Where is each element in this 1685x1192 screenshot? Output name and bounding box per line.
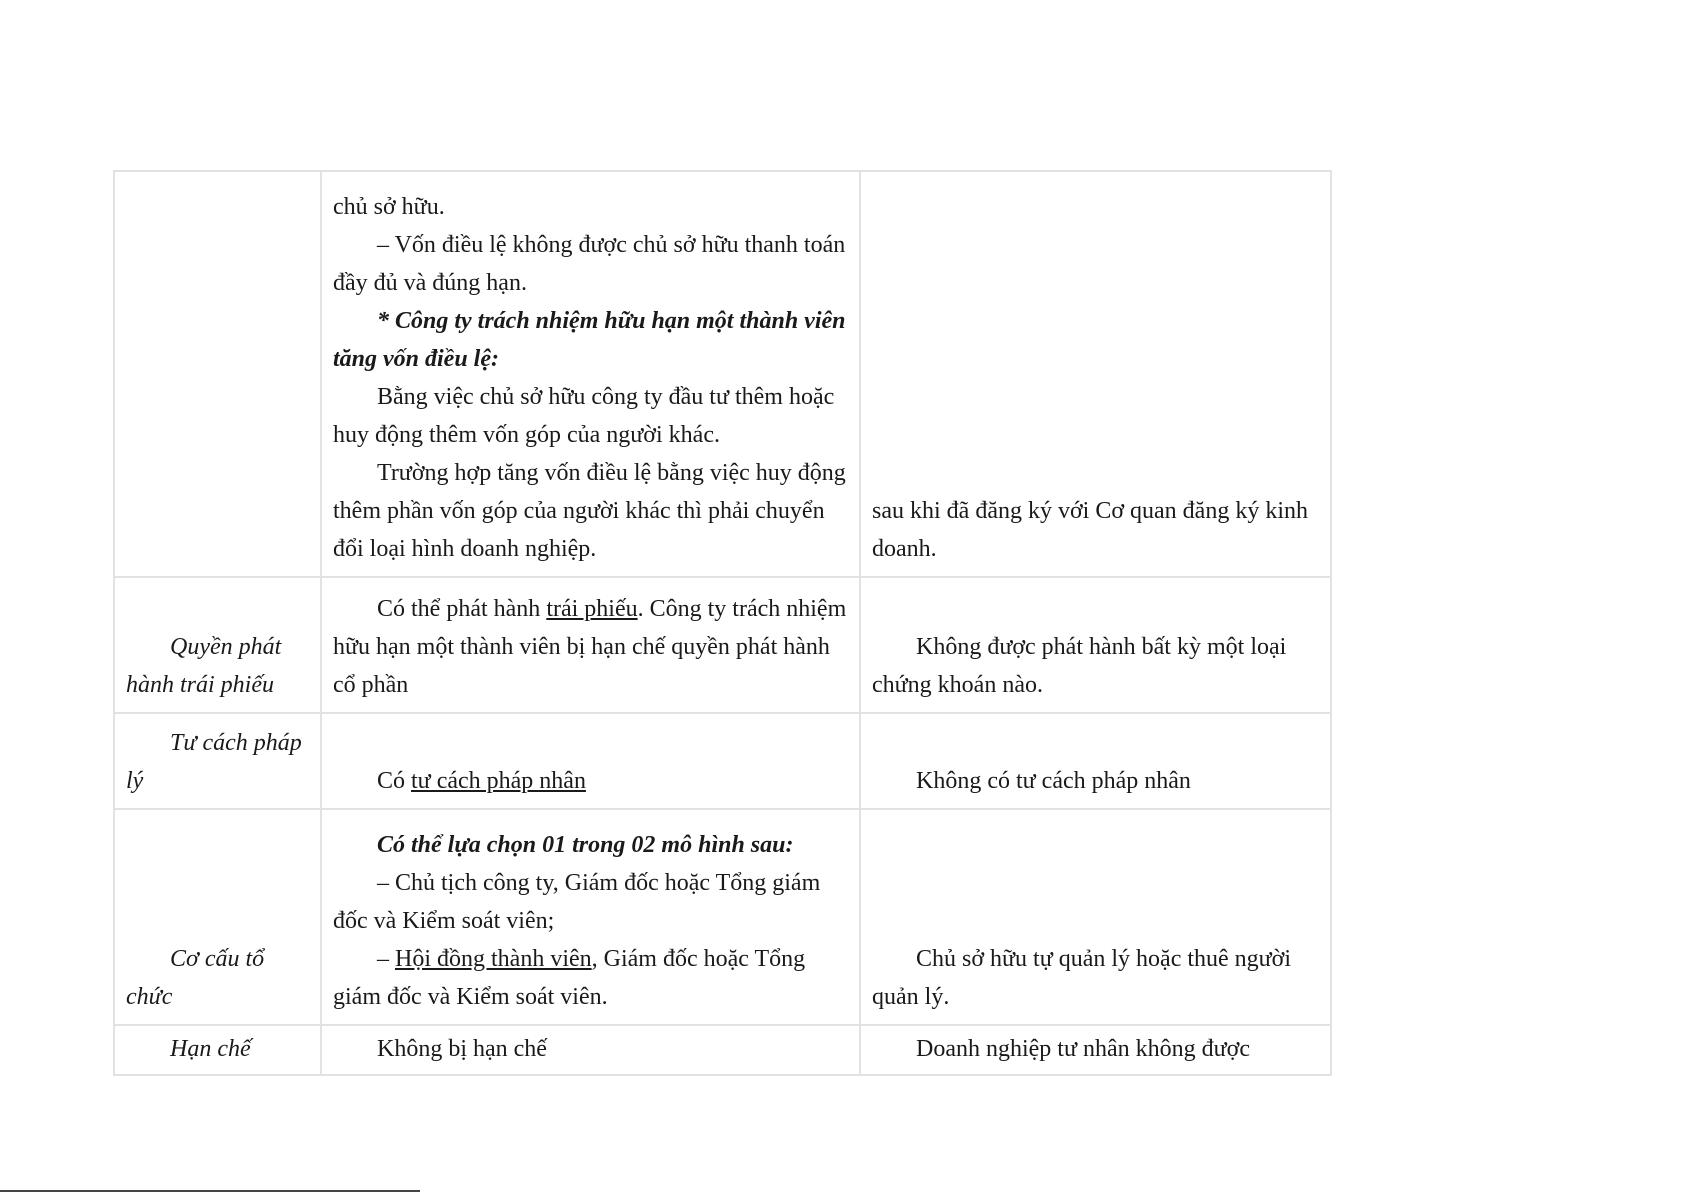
paragraph: Doanh nghiệp tư nhân không được xyxy=(916,1036,1250,1062)
llc-cell xyxy=(321,1025,860,1075)
private-enterprise-cell xyxy=(860,809,1331,1025)
section-heading: Có thể lựa chọn 01 trong 02 mô hình sau: xyxy=(377,832,794,858)
llc-cell xyxy=(321,713,860,809)
paragraph: Không được phát hành bất kỳ một loại chứng khoán nào. xyxy=(872,634,1287,698)
bonds-link[interactable]: trái phiếu xyxy=(546,596,638,622)
private-enterprise-cell xyxy=(860,713,1331,809)
comparison-table xyxy=(113,170,1332,1076)
table-row xyxy=(114,577,1331,713)
paragraph xyxy=(333,762,848,800)
row-label: Hạn chế xyxy=(170,1036,251,1062)
row-label: Cơ cấu tổ chức xyxy=(126,946,265,1010)
text: , Giám đốc hoặc Tổng giám đốc và Kiểm soát viên. xyxy=(333,946,806,1010)
text: . Công ty trách nhiệm hữu hạn một thành viên bị hạn chế quyền phát hành cổ phần xyxy=(333,596,847,698)
llc-cell xyxy=(321,171,860,577)
text: Có xyxy=(377,768,412,794)
section-heading: * Công ty trách nhiệm hữu hạn một thành viên tăng vốn điều lệ: xyxy=(333,308,846,372)
paragraph: chủ sở hữu. xyxy=(333,194,445,220)
paragraph: Chủ sở hữu tự quản lý hoặc thuê người quản lý. xyxy=(872,946,1292,1010)
paragraph: sau khi đã đăng ký với Cơ quan đăng ký kinh doanh. xyxy=(872,498,1308,562)
text: Có thể phát hành xyxy=(377,596,547,622)
table-row xyxy=(114,713,1331,809)
llc-cell xyxy=(321,577,860,713)
private-enterprise-cell xyxy=(860,171,1331,577)
paragraph: Không có tư cách pháp nhân xyxy=(916,768,1191,794)
paragraph: – Chủ tịch công ty, Giám đốc hoặc Tổng giám đốc và Kiểm soát viên; xyxy=(333,870,821,934)
table-row xyxy=(114,809,1331,1025)
paragraph: Không bị hạn chế xyxy=(377,1036,547,1062)
row-label: Quyền phát hành trái phiếu xyxy=(126,634,282,698)
paragraph: Trường hợp tăng vốn điều lệ bằng việc huy động thêm phần vốn góp của người khác thì phải chuyển đổi loại hình doanh nghiệp. xyxy=(333,460,846,562)
private-enterprise-cell xyxy=(860,1025,1331,1075)
row-label-cell xyxy=(114,1025,321,1075)
members-council-link[interactable]: Hội đồng thành viên xyxy=(395,946,592,972)
llc-cell xyxy=(321,809,860,1025)
text: – xyxy=(377,946,395,972)
paragraph: Bằng việc chủ sở hữu công ty đầu tư thêm hoặc huy động thêm vốn góp của người khác. xyxy=(333,384,835,448)
row-label-cell xyxy=(114,577,321,713)
private-enterprise-cell xyxy=(860,577,1331,713)
paragraph xyxy=(333,590,848,704)
row-label: Tư cách pháp lý xyxy=(126,730,302,794)
paragraph xyxy=(333,940,848,1016)
row-label-cell xyxy=(114,713,321,809)
row-label-cell xyxy=(114,171,321,577)
paragraph: – Vốn điều lệ không được chủ sở hữu thanh toán đầy đủ và đúng hạn. xyxy=(333,232,846,296)
table-row xyxy=(114,1025,1331,1075)
row-label-cell xyxy=(114,809,321,1025)
table-row xyxy=(114,171,1331,577)
legal-entity-link[interactable]: tư cách pháp nhân xyxy=(411,768,586,794)
